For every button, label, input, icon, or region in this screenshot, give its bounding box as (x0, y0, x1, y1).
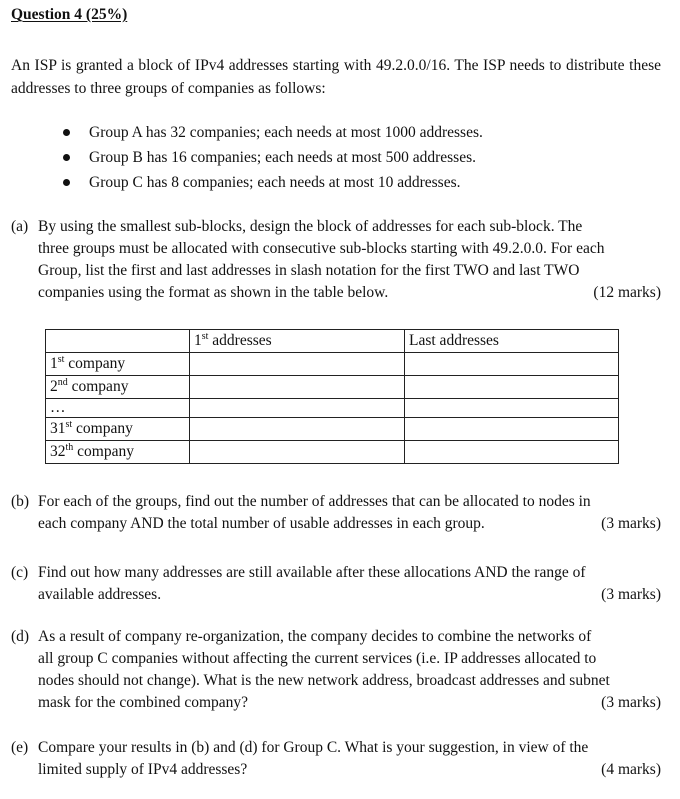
part-a-line: three groups must be allocated with consecutive sub-blocks starting with 49.2.0.0. For each (38, 240, 605, 257)
row-label: 31st company (46, 418, 190, 441)
part-e-line: limited supply of IPv4 addresses? (38, 761, 248, 778)
table-row (46, 353, 619, 376)
part-e-label: (e) (11, 739, 29, 756)
part-a-marks: (12 marks) (593, 284, 661, 301)
address-table (45, 329, 619, 464)
part-a-line: By using the smallest sub-blocks, design the block of addresses for each sub-block. The (38, 218, 583, 235)
part-d-label: (d) (11, 628, 30, 645)
part-d (11, 626, 661, 714)
row-label: 2nd company (46, 376, 190, 399)
table-cell (190, 441, 405, 464)
part-c-line: available addresses. (38, 586, 162, 603)
part-b (11, 491, 661, 535)
row-label: 1st company (46, 353, 190, 376)
table-cell (405, 353, 619, 376)
part-b-label: (b) (11, 493, 30, 510)
table-cell (405, 418, 619, 441)
list-item: Group A has 32 companies; each needs at most 1000 addresses. (60, 120, 483, 145)
row-ellipsis: … (46, 399, 190, 418)
question-title: Question 4 (25%) (11, 6, 128, 23)
part-b-line: each company AND the total number of usable addresses in each group. (38, 515, 485, 532)
part-a-line: companies using the format as shown in the table below. (38, 284, 389, 301)
table-cell (190, 353, 405, 376)
table-cell (405, 399, 619, 418)
group-list (60, 120, 483, 195)
table-row (46, 376, 619, 399)
part-d-line: mask for the combined company? (38, 694, 249, 711)
part-c-label: (c) (11, 564, 29, 581)
part-b-line: For each of the groups, find out the number of addresses that can be allocated to nodes in (38, 493, 591, 510)
part-b-marks: (3 marks) (601, 515, 661, 532)
row-label: 32th company (46, 441, 190, 464)
table-cell (46, 330, 190, 353)
table-cell (190, 376, 405, 399)
part-d-marks: (3 marks) (601, 694, 661, 711)
part-c (11, 562, 661, 606)
part-e-marks: (4 marks) (601, 761, 661, 778)
part-a-line: Group, list the first and last addresses in slash notation for the first TWO and last TWO (38, 262, 580, 279)
header-first-addresses: 1st addresses (190, 330, 405, 353)
part-c-marks: (3 marks) (601, 586, 661, 603)
table-row (46, 418, 619, 441)
part-a (11, 216, 661, 304)
part-c-line: Find out how many addresses are still available after these allocations AND the range of (38, 564, 586, 581)
part-d-line: As a result of company re-organization, the company decides to combine the networks of (38, 628, 592, 645)
intro-paragraph: An ISP is granted a block of IPv4 addresses starting with 49.2.0.0/16. The ISP needs to distribute these addresses to three groups of companies as follows: (11, 57, 661, 97)
table-header-row (46, 330, 619, 353)
part-d-line: all group C companies without affecting the current services (i.e. IP addresses allocated to (38, 650, 597, 667)
part-e-line: Compare your results in (b) and (d) for Group C. What is your suggestion, in view of the (38, 739, 589, 756)
part-e (11, 737, 661, 781)
table-cell (190, 418, 405, 441)
table-row (46, 441, 619, 464)
header-last-addresses: Last addresses (405, 330, 619, 353)
table-cell (405, 376, 619, 399)
table-cell (405, 441, 619, 464)
list-item: Group C has 8 companies; each needs at most 10 addresses. (60, 170, 483, 195)
part-d-line: nodes should not change). What is the new network address, broadcast addresses and subnet (38, 672, 610, 689)
table-row (46, 399, 619, 418)
list-item: Group B has 16 companies; each needs at most 500 addresses. (60, 145, 483, 170)
part-a-label: (a) (11, 218, 29, 235)
table-cell (190, 399, 405, 418)
